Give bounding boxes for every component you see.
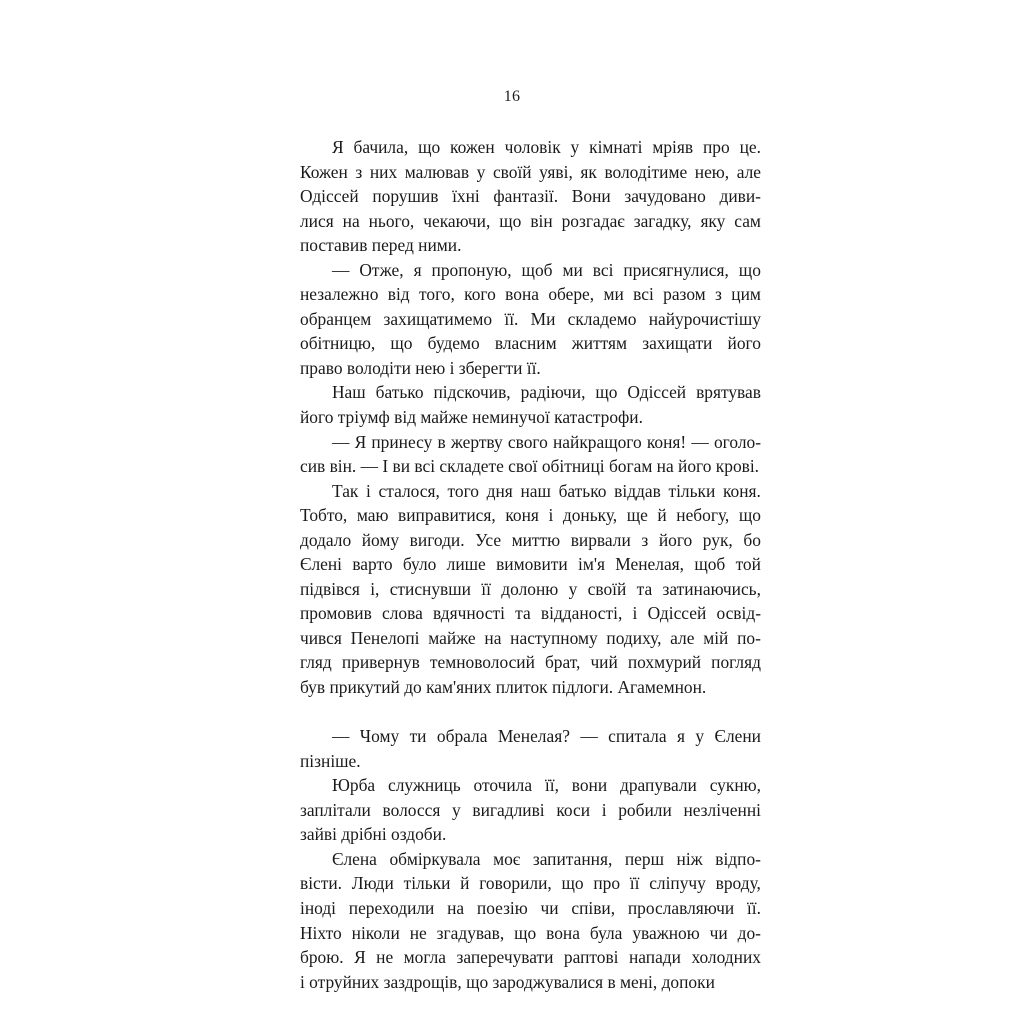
word: Чому — [359, 726, 400, 747]
word: спитала — [608, 726, 667, 747]
text-line — [300, 650, 761, 675]
word: Я — [354, 947, 366, 968]
word: чекаючи, — [423, 210, 491, 231]
word: Наш — [332, 382, 366, 403]
word: вона — [505, 284, 539, 305]
word: освід- — [716, 603, 761, 624]
word: бачила, — [353, 137, 409, 157]
word: на — [447, 897, 465, 918]
word: обранцем — [300, 308, 372, 329]
text-line: зайві дрібні оздоби. — [300, 824, 447, 845]
word: Юрба — [332, 775, 376, 796]
word: робили — [618, 799, 672, 820]
word: погляд — [711, 652, 761, 673]
word: його — [658, 529, 693, 550]
word: яку — [700, 210, 726, 231]
text-line — [300, 724, 761, 749]
word: чий — [590, 652, 618, 673]
word: ти — [409, 726, 427, 747]
word: чоловік — [504, 137, 561, 157]
word: вони — [571, 775, 608, 796]
text-line — [300, 601, 761, 626]
word: в — [437, 431, 446, 452]
word: промовив — [300, 603, 372, 624]
word: зачудовано — [624, 186, 706, 207]
paragraph — [300, 258, 761, 381]
word: принесу — [371, 431, 433, 452]
word: її, — [544, 775, 559, 796]
paragraph — [300, 773, 761, 847]
word: того — [447, 480, 479, 501]
word: рук, — [702, 529, 733, 550]
paragraph — [300, 847, 761, 994]
word: долоню — [501, 578, 559, 599]
word: батько — [375, 382, 424, 403]
page-number: 16 — [503, 88, 521, 105]
word: холодних — [691, 947, 761, 968]
word: чи — [540, 897, 559, 918]
word: про — [702, 137, 730, 157]
word: подиху, — [606, 627, 662, 648]
word: додало — [300, 529, 352, 550]
word: — — [691, 431, 709, 452]
word: Єлена — [332, 848, 377, 869]
word: малював — [404, 161, 470, 182]
word: з — [715, 284, 722, 305]
word: віддав — [614, 480, 661, 501]
word: до- — [737, 922, 761, 943]
word: лися — [300, 210, 334, 231]
word: що — [390, 333, 413, 354]
word: щоб — [521, 259, 553, 280]
word: — — [332, 431, 350, 452]
word: чи — [709, 922, 728, 943]
word: співи, — [571, 897, 616, 918]
text-line — [300, 209, 761, 234]
word: коня. — [722, 480, 761, 501]
word: бо — [743, 529, 761, 550]
text-line: і отруйних заздрощів, що зароджувалися в мені, допоки — [300, 971, 715, 992]
text-line — [300, 577, 761, 602]
word: і — [366, 480, 371, 501]
word: драпували — [619, 775, 697, 796]
word: він — [530, 210, 553, 231]
word: диви- — [719, 186, 761, 207]
body-text-block — [300, 135, 761, 994]
word: оголо- — [713, 431, 761, 452]
word: похмурий — [627, 652, 702, 673]
word: Ми — [530, 308, 556, 329]
word: мріяв — [652, 137, 694, 157]
word: вигоди. — [409, 529, 465, 550]
word: раптові — [563, 947, 619, 968]
text-line — [300, 331, 761, 356]
word: наш — [520, 480, 551, 501]
word: привернув — [341, 652, 420, 673]
word: маю — [356, 505, 389, 526]
word: відданості, — [540, 603, 623, 624]
text-line — [300, 135, 761, 160]
word: наступному — [510, 627, 598, 648]
word: затинаючись, — [662, 578, 761, 599]
word: сам — [734, 210, 761, 231]
word: як — [580, 161, 597, 182]
word: підвівся — [300, 578, 360, 599]
word: Я — [332, 137, 344, 157]
word: тільки — [668, 480, 716, 501]
word: вроду, — [715, 873, 761, 894]
word: будемо — [427, 333, 480, 354]
word: її. — [746, 897, 761, 918]
word: Усе — [475, 529, 502, 550]
word: і — [548, 505, 554, 526]
word: разом — [663, 284, 706, 305]
text-line: його тріумф від майже неминучої катастрофи. — [300, 407, 643, 428]
word: підскочив, — [433, 382, 511, 403]
word: ми — [603, 284, 624, 305]
word: брат, — [544, 652, 581, 673]
word: найкращого — [553, 431, 642, 452]
word: сукню, — [709, 775, 761, 796]
text-line — [300, 896, 761, 921]
word: Ніхто — [300, 922, 342, 943]
word: Одіссей — [627, 382, 687, 403]
word: своїй — [492, 161, 532, 182]
word: прославляючи — [627, 897, 735, 918]
word: поезію — [476, 897, 528, 918]
word: її — [481, 578, 491, 599]
word: той — [735, 554, 761, 575]
word: ім'я — [578, 554, 605, 575]
word: порушив — [372, 186, 439, 207]
word: — — [332, 259, 350, 280]
word: всі — [592, 259, 614, 280]
paragraph — [300, 380, 761, 429]
word: уяві, — [539, 161, 573, 182]
word: розгадає — [561, 210, 625, 231]
word: переходили — [348, 897, 435, 918]
word: могла — [403, 947, 446, 968]
word: з — [641, 529, 649, 550]
word: ніж — [676, 848, 703, 869]
paragraph — [300, 724, 761, 773]
word: нею, — [694, 161, 730, 182]
word: напади — [628, 947, 681, 968]
word: коня — [505, 505, 539, 526]
word: у — [570, 137, 580, 157]
text-line — [300, 552, 761, 577]
word: іноді — [300, 897, 337, 918]
word: того, — [419, 284, 455, 305]
word: мій — [703, 627, 729, 648]
word: чився — [300, 627, 342, 648]
word: Одіссей — [300, 186, 359, 207]
word: коня! — [646, 431, 687, 452]
word: вісти. — [300, 873, 343, 894]
word: обрала — [436, 726, 488, 747]
word: обміркувала — [389, 848, 481, 869]
word: Менелая, — [615, 554, 685, 575]
word: небогу, — [676, 505, 730, 526]
word: захищатимемо — [383, 308, 493, 329]
word: доньку, — [562, 505, 618, 526]
text-line — [300, 626, 761, 651]
word: я — [676, 726, 685, 747]
paragraph — [300, 430, 761, 479]
word: відпо- — [715, 848, 761, 869]
word: — — [580, 726, 598, 747]
word: тільки — [403, 873, 451, 894]
word: стиснувши — [389, 578, 471, 599]
word: з — [355, 161, 363, 182]
text-line — [300, 798, 761, 823]
word: уважною — [632, 922, 700, 943]
word: Пенелопі — [350, 627, 420, 648]
word: на — [342, 210, 360, 231]
word: жертву — [450, 431, 503, 452]
word: ніколи — [351, 922, 400, 943]
word: кімнаті — [589, 137, 643, 157]
word: Одіссей — [647, 603, 707, 624]
word: брою. — [300, 947, 344, 968]
text-line — [300, 847, 761, 872]
word: не — [409, 922, 427, 943]
text-line — [300, 945, 761, 970]
word: всі — [633, 284, 654, 305]
word: але — [670, 627, 695, 648]
word: незліченні — [683, 799, 761, 820]
word: йому — [361, 529, 400, 550]
word: була — [589, 922, 623, 943]
text-line — [300, 307, 761, 332]
word: було — [402, 554, 437, 575]
paragraph — [300, 135, 761, 258]
word: але — [736, 161, 761, 182]
word: його — [727, 333, 761, 354]
word: — — [332, 726, 350, 747]
word: майже — [428, 627, 476, 648]
word: що — [738, 505, 761, 526]
word: у — [695, 726, 705, 747]
word: лише — [446, 554, 486, 575]
word: вимовити — [496, 554, 568, 575]
text-line — [300, 773, 761, 798]
text-line: був прикутий до кам'яних плиток підлоги. Агамемнон. — [300, 677, 707, 698]
text-line — [300, 160, 761, 185]
word: говорили, — [479, 873, 552, 894]
word: про — [593, 873, 621, 894]
word: Так — [332, 480, 359, 501]
word: вигадливі — [472, 799, 545, 820]
word: що — [595, 382, 618, 403]
word: ми — [562, 259, 583, 280]
word: Тобто, — [300, 505, 348, 526]
word: у — [568, 578, 578, 599]
word: загадку, — [633, 210, 692, 231]
word: врятував — [696, 382, 761, 403]
word: що — [738, 259, 761, 280]
word: щоб — [694, 554, 726, 575]
text-line — [300, 871, 761, 896]
word: згадував, — [436, 922, 505, 943]
text-line: сив він. — І ви всі складете свої обітниці богам на його крові. — [300, 456, 760, 477]
word: її. — [504, 308, 519, 329]
word: радіючи, — [520, 382, 586, 403]
word: Кожен — [300, 161, 348, 182]
text-line — [300, 184, 761, 209]
word: обітницю, — [300, 333, 376, 354]
word: заплітали — [300, 799, 371, 820]
word: володітиме — [604, 161, 688, 182]
word: ще — [626, 505, 648, 526]
word: й — [460, 873, 470, 894]
word: і — [601, 799, 607, 820]
word: виправитися, — [398, 505, 496, 526]
word: варто — [352, 554, 393, 575]
word: батько — [558, 480, 607, 501]
word: вдячності — [433, 603, 505, 624]
text-line — [300, 258, 761, 283]
word: від — [387, 284, 410, 305]
word: у — [476, 161, 486, 182]
word: них — [369, 161, 398, 182]
word: фантазії. — [493, 186, 559, 207]
text-line: право володіти нею і зберегти її. — [300, 357, 541, 378]
text-line: пізніше. — [300, 750, 361, 771]
word: захищати — [642, 333, 713, 354]
word: і — [632, 603, 638, 624]
word: що — [514, 922, 537, 943]
word: сталося, — [378, 480, 440, 501]
word: обере, — [548, 284, 595, 305]
word: Єлени — [714, 726, 761, 747]
word: та — [636, 578, 653, 599]
word: не — [376, 947, 394, 968]
word: життям — [571, 333, 628, 354]
word: Єлені — [300, 554, 343, 575]
word: цим — [731, 284, 761, 305]
word: Вони — [571, 186, 611, 207]
word: їхні — [452, 186, 480, 207]
text-line — [300, 282, 761, 307]
text-line — [300, 921, 761, 946]
word: що — [561, 873, 584, 894]
word: запитання, — [532, 848, 613, 869]
word: що — [499, 210, 522, 231]
word: власним — [494, 333, 557, 354]
section-break — [300, 700, 761, 725]
text-line: поставив перед ними. — [300, 235, 462, 256]
word: своїй — [587, 578, 627, 599]
word: волосся — [382, 799, 441, 820]
word: перш — [624, 848, 664, 869]
word: Отже, — [359, 259, 404, 280]
word: темноволосий — [429, 652, 535, 673]
word: незалежно — [300, 284, 379, 305]
word: коси — [556, 799, 591, 820]
text-line — [300, 528, 761, 553]
word: миттю — [511, 529, 561, 550]
word: та — [515, 603, 531, 624]
word: й — [657, 505, 667, 526]
word: дня — [486, 480, 513, 501]
word: у — [452, 799, 461, 820]
word: нього, — [368, 210, 415, 231]
word: пропоную, — [431, 259, 512, 280]
word: кого — [464, 284, 496, 305]
word: кожен — [450, 137, 495, 157]
word: моє — [493, 848, 521, 869]
paragraph — [300, 479, 761, 700]
word: сліпучу — [649, 873, 706, 894]
word: найурочистішу — [648, 308, 761, 329]
word: служниць — [387, 775, 461, 796]
word: Менелая? — [497, 726, 570, 747]
word: її — [629, 873, 640, 894]
word: на — [484, 627, 502, 648]
word: це. — [739, 137, 761, 157]
word: свого — [507, 431, 548, 452]
word: вона — [546, 922, 580, 943]
word: і, — [370, 578, 380, 599]
word: по- — [737, 627, 761, 648]
word: я — [413, 259, 422, 280]
word: що — [418, 137, 441, 157]
word: Люди — [351, 873, 394, 894]
word: Я — [354, 431, 367, 452]
text-line — [300, 479, 761, 504]
text-line — [300, 503, 761, 528]
word: присягнулися, — [623, 259, 729, 280]
word: вирвали — [570, 529, 631, 550]
word: складемо — [567, 308, 637, 329]
word: оточила — [473, 775, 533, 796]
text-line — [300, 430, 761, 455]
word: гляд — [300, 652, 332, 673]
word: заперечувати — [456, 947, 554, 968]
text-line — [300, 380, 761, 405]
word: слова — [382, 603, 423, 624]
